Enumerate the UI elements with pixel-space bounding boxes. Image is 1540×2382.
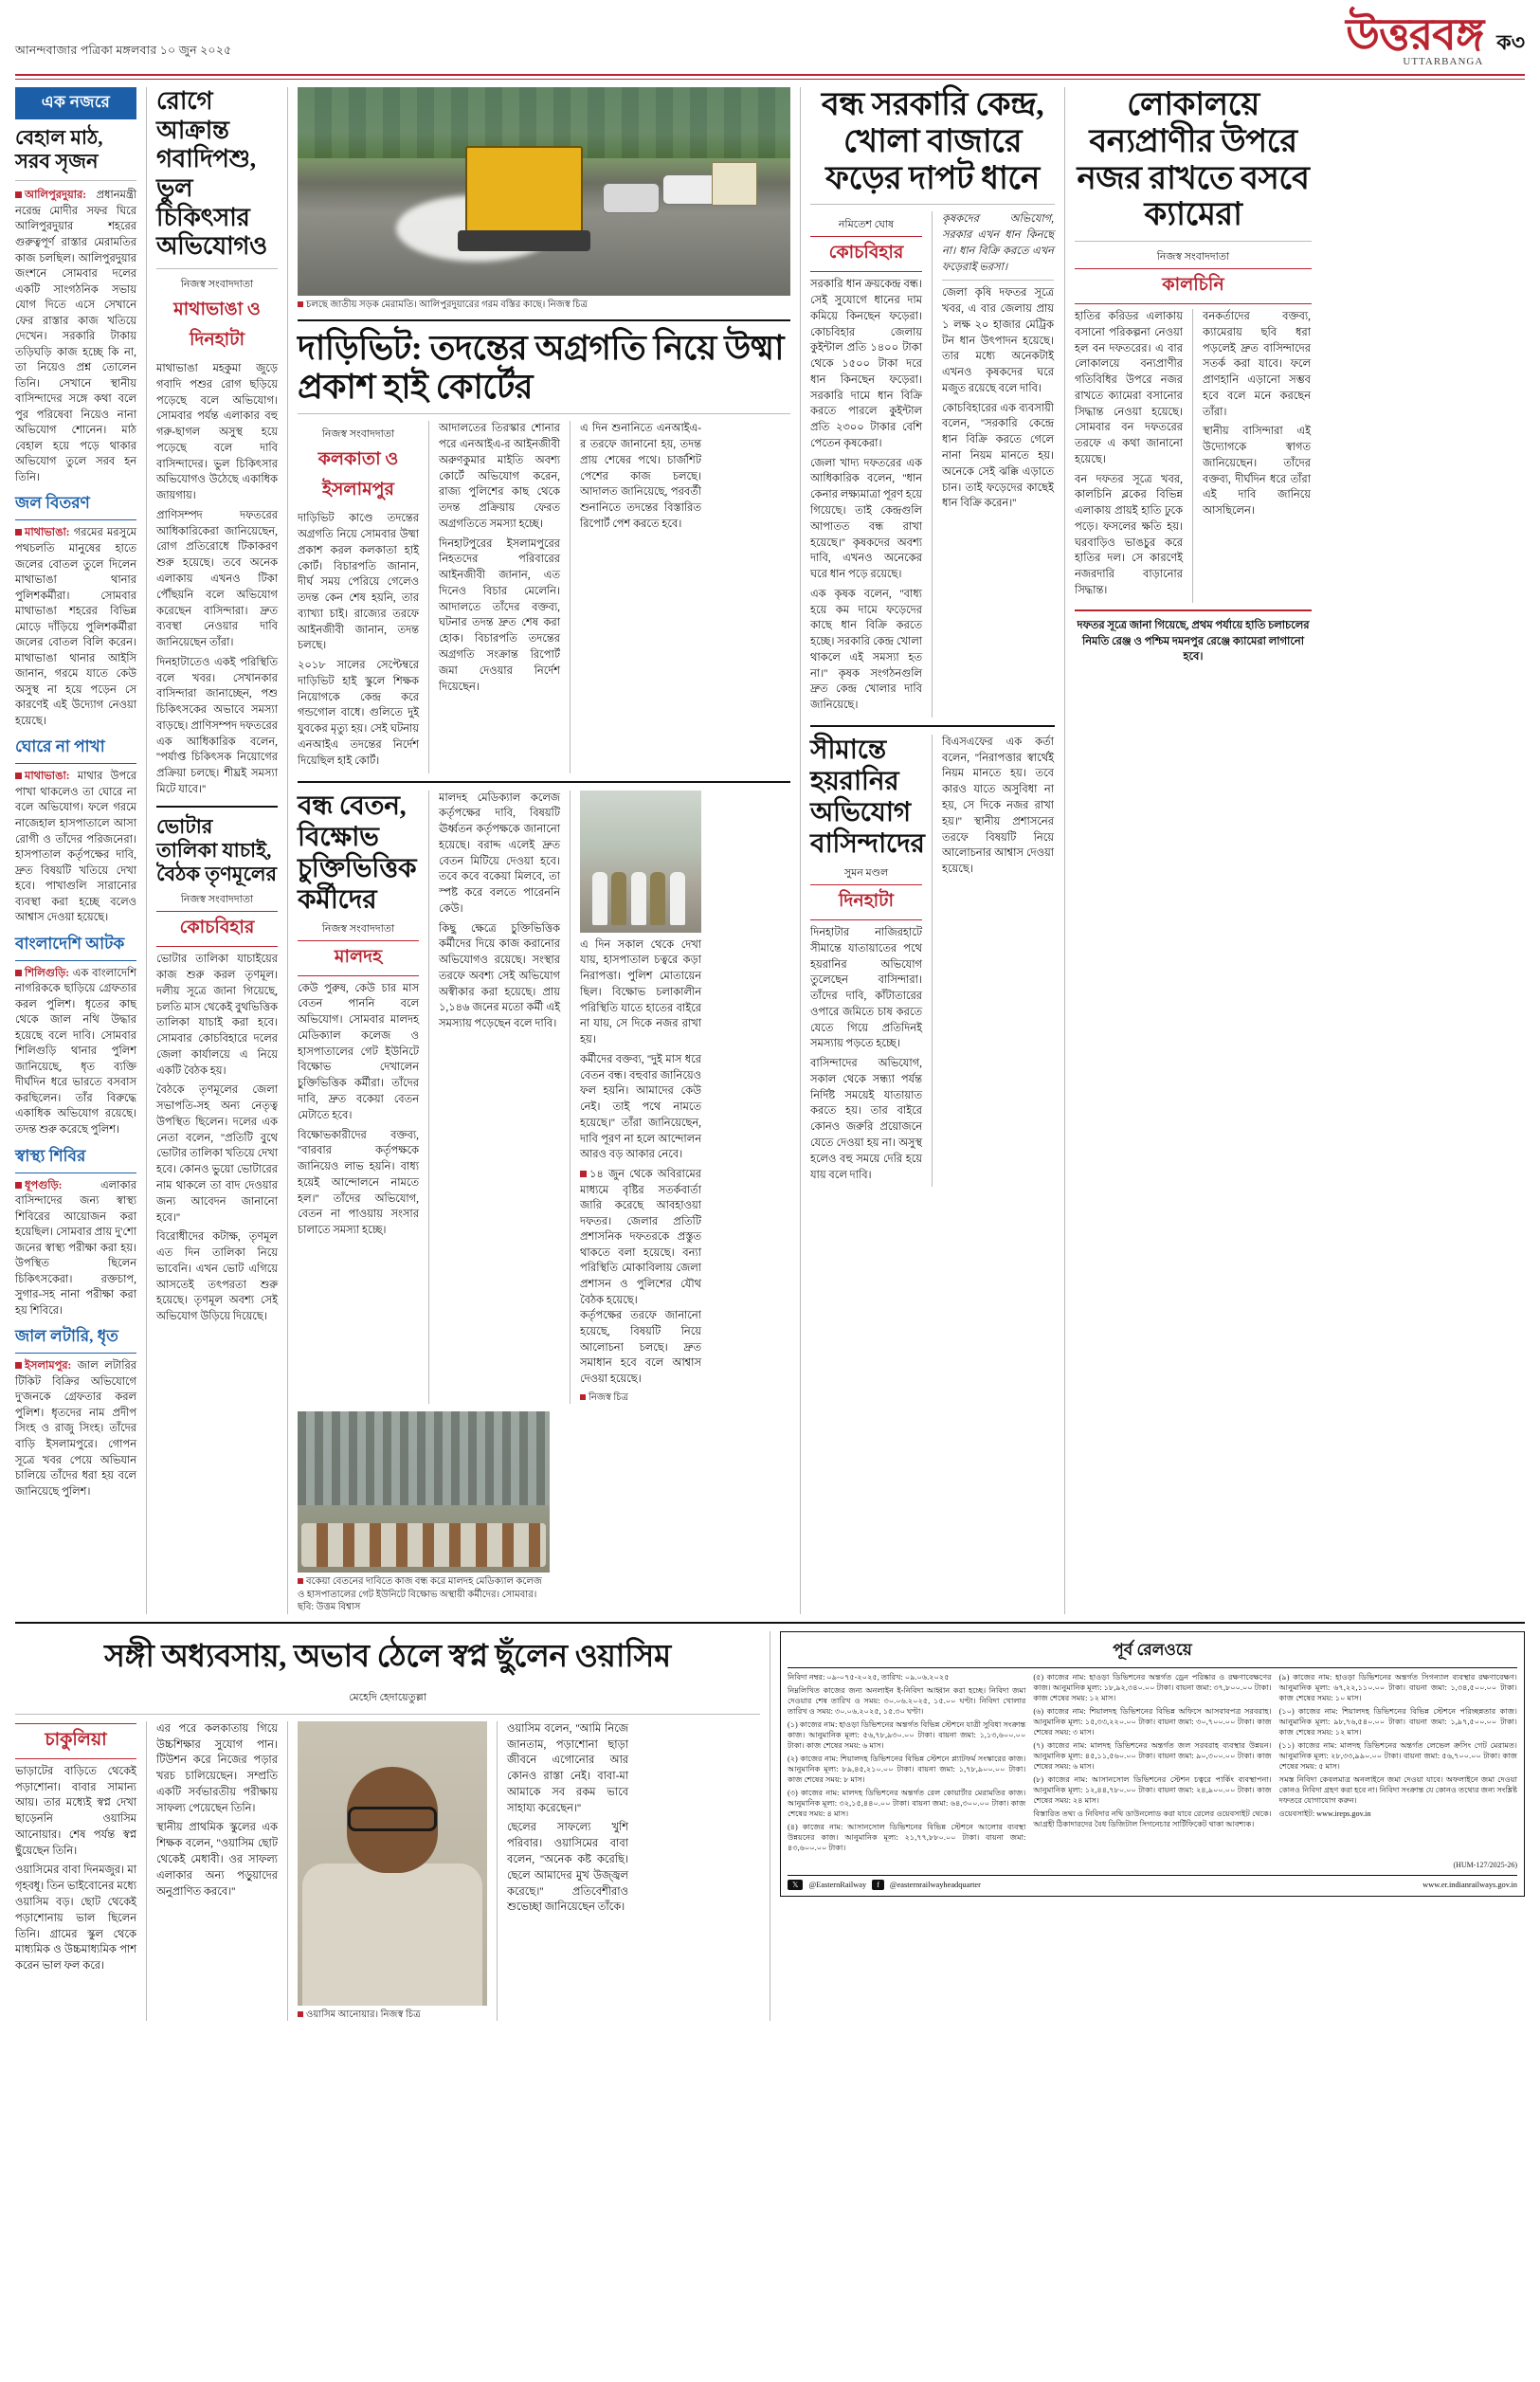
livestock-body — [156, 361, 278, 798]
brief-item — [15, 525, 136, 729]
bullet-icon — [298, 301, 303, 307]
brief-text: জাল লটারির টিকিট বিক্রির অভিযোগে দু'জনকে গ্রেফতার করল পুলিশ। ধৃতদের নাম প্রদীপ সিংহ ও রাজু সিংহ। তাঁদের বাড়ি ইসলামপুরে। গোপন সূত্রে খবর পেয়ে অভিযান চালিয়ে তাঁদের ধরা হয় বলে জানিয়েছে পুলিশ। — [15, 1360, 136, 1498]
brief-item — [15, 1358, 136, 1500]
tender-line: (১) কাজের নাম: হাওড়া ডিভিশনের অন্তর্গত বিভিন্ন স্টেশনে যাত্রী সুবিধা সংক্রান্ত কাজ। আনুমানিক মূল্য: ৫৬,৭৮,৯৩০.০০ টাকা। বায়না জমা: ১,১৩,৬০০.০০ টাকা। কাজ শেষের সময়: ৬ মাস। — [788, 1719, 1026, 1750]
column-divider — [146, 87, 147, 1614]
tender-line: (৬) কাজের নাম: শিয়ালদহ ডিভিশনের বিভিন্ন অফিসে আসবাবপত্র সরবরাহ। আনুমানিক মূল্য: ১৫,৩৩,২২০.০০ টাকা। বায়না জমা: ৩০,৭০০.০০ টাকা। কাজ শেষের সময়: ৩ মাস। — [1033, 1706, 1272, 1736]
border-byline: সুমন মণ্ডল — [843, 867, 889, 880]
divider — [156, 268, 278, 269]
bullet-icon — [15, 529, 22, 536]
bullet-icon — [298, 2011, 303, 2017]
paragraph: ২০১৮ সালের সেপ্টেম্বরে দাড়িভিট হাই স্কুলে শিক্ষক নিয়োগকে কেন্দ্র করে গন্ডগোল বাধে। গুলিতে দুই যুবকের মৃত্যু হয়। সেই ঘটনায় এনআইএ তদন্তের নির্দেশ দিয়েছিল হাই কোর্ট। — [298, 660, 419, 767]
paddy-byline: নমিতেশ ঘোষ — [838, 219, 895, 231]
paragraph: কোচবিহারের এক ব্যবসায়ী বলেন, ''সরকারি কেন্দ্রে ধান বিক্রি করতে গেলে নানা নিয়ম মানতে হয়। অনেকে সেই ঝক্কি এড়াতে চান। তাই ফড়েদের কাছেই ধান বিক্রি করেন।'' — [942, 402, 1054, 510]
brief-section-heading: জল বিতরণ — [15, 491, 136, 520]
column-divider — [570, 421, 571, 773]
paragraph: হাতির করিডর এলাকায় বসানো পরিকল্পনা নেওয়া হল বন দফতরের। এ বার লোকালয়ে বন্যপ্রাণীর গতিবিধির উপরে নজর রাখতে ক্যামেরা বসানোর সিদ্ধান্ত নেওয়া হয়েছে। সোমবার বন দফতরের তরফে এ কথা জানানো হয়েছে। — [1075, 311, 1183, 465]
x-twitter-icon[interactable]: 𝕏 — [788, 1880, 803, 1890]
paddy-body-1 — [810, 277, 922, 714]
divider — [810, 204, 1055, 205]
caption-text: চলছে জাতীয় সড়ক মেরামতি। আলিপুরদুয়ারের গরম বস্তির কাছে। নিজস্ব চিত্র — [306, 300, 588, 310]
caption-text: বকেয়া বেতনের দাবিতে কাজ বন্ধ করে মালদহ মেডিক্যাল কলেজ ও হাসপাতালের গেট ইউনিটে বিক্ষোভ অস্থায়ী কর্মীদের। সোমবার। ছবি: উত্তম বিশ্বাস — [298, 1576, 542, 1613]
camera-closing-note: দফতর সূত্রে জানা গিয়েছে, প্রথম পর্যায়ে হাতি চলাচলের নিমতি রেঞ্জ ও পশ্চিম দমনপুর রেঞ্জে ক্যামেরা লাগানো হবে। — [1077, 619, 1310, 664]
wasim-portrait-photo — [298, 1721, 487, 2006]
rally-body — [580, 937, 701, 1164]
masthead — [15, 10, 1525, 71]
column-camera — [1075, 87, 1312, 1614]
brief-item — [15, 188, 136, 485]
voter-headline: ভোটার তালিকা যাচাই, বৈঠক তৃণমূলের — [156, 814, 278, 886]
wasim-col-photo — [298, 1721, 487, 2022]
divider — [15, 1714, 760, 1715]
brief-section-heading: ঘোরে না পাখা — [15, 735, 136, 764]
wasim-body-3 — [507, 1721, 628, 1916]
paragraph: বাসিন্দাদের অভিযোগ, সকাল থেকে সন্ধ্যা পর্যন্ত নির্দিষ্ট সময়েই যাতায়াত করতে হয়। তার বাইরে কোনও জরুরি প্রয়োজনে যেতে দেওয়া হয় না। অসুস্থ হলেও বহু সময়ে দেরি হয়ে যায় বলে দাবি। — [810, 1058, 922, 1181]
salary-body-1 — [298, 981, 419, 1239]
voter-dateline: কোচবিহার — [156, 911, 278, 947]
tender-line: (৭) কাজের নাম: মালদহ ডিভিশনের অন্তর্গত জল সরবরাহ ব্যবস্থার উন্নয়ন। আনুমানিক মূল্য: ৪৫,১১,৫৬০.০০ টাকা। বায়না জমা: ৯০,৩০০.০০ টাকা। কাজ শেষের সময়: ৬ মাস। — [1033, 1740, 1272, 1771]
paragraph: স্থানীয় প্রাথমিক স্কুলের এক শিক্ষক বলেন, ''ওয়াসিম ছোট থেকেই মেধাবী। ওর সাফল্য এলাকার অন্য পড়ুয়াদের অনুপ্রাণিত করবে।'' — [156, 1822, 278, 1898]
brief-place: মাথাভাঙা: — [25, 771, 70, 783]
tender-line: (৩) কাজের নাম: মালদহ ডিভিশনের অন্তর্গত রেল কোয়ার্টার মেরামতির কাজ। আনুমানিক মূল্য: ৩২,১৫,৪৪০.০০ টাকা। বায়না জমা: ৬৪,৩০০.০০ টাকা। কাজ শেষের সময়: ৪ মাস। — [788, 1788, 1026, 1818]
bullet-text: ১৪ জুন থেকে অবিরামের মাধ্যমে বৃষ্টির সতর্কবার্তা জারি করেছে আবহাওয়া দফতর। জেলার প্রতিটি প্রশাসনিক দফতরকে প্রস্তুত থাকতে বলা হয়েছে। বন্যা পরিস্থিতি মোকাবিলায় জেলা প্রশাসন ও পুলিশের যৌথ বৈঠক হয়েছে। — [580, 1169, 701, 1306]
paragraph: কর্তৃপক্ষের তরফে জানানো হয়েছে, বিষয়টি নিয়ে আলোচনা চলছে। দ্রুত সমাধান হবে বলে আশ্বাস দেওয়া হয়েছে। — [580, 1310, 701, 1386]
camera-body-1 — [1075, 309, 1183, 603]
paddy-sub — [810, 211, 1055, 718]
paragraph: দিনহাটাতেও একই পরিস্থিতি বলে খবর। সেখানকার বাসিন্দারা জানাচ্ছেন, পশু চিকিৎসকের অভাবে সমস্যা বাড়ছে। প্রাণিসম্পদ দফতরের এক আধিকারিক বলেন, ''পর্যাপ্ত চিকিৎসক নিয়োগের প্রক্রিয়া চলছে। শীঘ্রই সমস্যা মিটে যাবে।'' — [156, 656, 278, 795]
railway-advertisement — [780, 1631, 1525, 2022]
railway-social — [788, 1880, 981, 1890]
masthead-brand — [1346, 10, 1525, 67]
wasim-columns — [15, 1721, 760, 2022]
column-divider — [146, 1721, 147, 2022]
divider — [298, 319, 790, 321]
camera-body-2 — [1203, 309, 1311, 603]
police-person — [650, 872, 665, 925]
paddy-body-2 — [942, 285, 1054, 512]
paragraph: কেউ পুরুষ, কেউ চার মাস বেতন পাননি বলে অভিযোগ। সোমবার মালদহ মেডিক্যাল কলেজ ও হাসপাতালের গেট ইউনিটে বিক্ষোভ দেখালেন চুক্তিভিত্তিক কর্মীরা। তাঁদের দাবি, দ্রুত বকেয়া বেতন মেটাতে হবে। — [298, 982, 419, 1121]
divider — [298, 413, 790, 414]
salary-col-3 — [580, 791, 701, 1405]
livestock-byline: নিজস্ব সংবাদদাতা — [180, 279, 254, 291]
protesters-row — [301, 1523, 546, 1567]
column-divider — [1192, 309, 1193, 603]
brief-item — [15, 769, 136, 925]
railway-title: পূর্ব রেলওয়ে — [788, 1638, 1517, 1668]
tender-line: (১০) কাজের নাম: শিয়ালদহ ডিভিশনের বিভিন্ন স্টেশনে পরিচ্ছন্নতার কাজ। আনুমানিক মূল্য: ৯৮,৭৬,৫৪০.০০ টাকা। বায়না জমা: ১,৯৭,৫০০.০০ টাকা। কাজ শেষের সময়: ১২ মাস। — [1278, 1706, 1517, 1736]
paragraph: এ দিন সকাল থেকে দেখা যায়, হাসপাতাল চত্বরে কড়া নিরাপত্তা। পুলিশ মোতায়েন ছিল। বিক্ষোভ চলাকালীন পরিস্থিতি যাতে হাতের বাইরে না যায়, সে দিকে নজর রাখা হয়। — [580, 938, 701, 1046]
paragraph: স্থানীয় বাসিন্দারা এই উদ্যোগকে স্বাগত জানিয়েছেন। তাঁদের বক্তব্য, দীর্ঘদিন ধরে তাঁরা এই দাবি জানিয়ে আসছিলেন। — [1203, 426, 1311, 518]
wasim-story — [15, 1631, 760, 2022]
paragraph: দিনহাটার নাজিরহাটে সীমান্তে যাতায়াতের পথে হয়রানির অভিযোগ তুলেছেন বাসিন্দারা। তাঁদের দাবি, কাঁটাতারের ওপারে জমিতে চাষ করতে যেতে গিয়ে প্রতিদিনই সমস্যায় পড়তে হচ্ছে। — [810, 927, 922, 1050]
paddy-headline: বন্ধ সরকারি কেন্দ্র, খোলা বাজারে ফড়ের দাপট ধানে — [821, 87, 1044, 196]
tender-line: (২) কাজের নাম: শিয়ালদহ ডিভিশনের বিভিন্ন স্টেশনে প্ল্যাটফর্ম সংস্কারের কাজ। আনুমানিক মূল্য: ৮৯,৪৫,২১০.০০ টাকা। বায়না জমা: ১,৭৮,৯০০.০০ টাকা। কাজ শেষের সময়: ৮ মাস। — [788, 1754, 1026, 1784]
at-a-glance-kicker: এক নজরে — [15, 87, 136, 119]
bullet-icon — [15, 773, 22, 779]
brief-text: গরমের মরসুমে পথচলতি মানুষের হাতে জলের বোতল তুলে দিলেন মাথাভাঙা থানার পুলিশকর্মীরা। সোমবার মাথাভাঙা শহরের বিভিন্ন মোড়ে দাঁড়িয়ে পুলিশকর্মীরা জলের বোতল বিলি করেন। মাথাভাঙা থানার আইসি জানান, গরমে যাতে কেউ অসুস্থ না হয়ে পড়েন সে কারণেই এই উদ্যোগ নেওয়া হয়েছে। — [15, 527, 136, 727]
car — [603, 183, 660, 213]
paragraph: মালদহ মেডিক্যাল কলেজ কর্তৃপক্ষের দাবি, বিষয়টি ঊর্ধ্বতন কর্তৃপক্ষকে জানানো হয়েছে। বরাদ্দ এলেই দ্রুত বেতন মিটিয়ে দেওয়া হবে। তবে কবে বকেয়া মিলবে, তা স্পষ্ট করে বলতে পারেননি কেউ। — [439, 791, 560, 915]
tender-line: (১১) কাজের নাম: মালদহ ডিভিশনের অন্তর্গত লেভেল ক্রসিং গেট মেরামত। আনুমানিক মূল্য: ২৮,৩৩,৯৯০.০০ টাকা। বায়না জমা: ৫৬,৭০০.০০ টাকা। কাজ শেষের সময়: ৫ মাস। — [1278, 1740, 1517, 1771]
paragraph: এক কৃষক বলেন, ''বাধ্য হয়ে কম দামে ফড়েদের কাছে ধান বিক্রি করতে হচ্ছে। সরকারি কেন্দ্র খোলা থাকলে এই সমস্যা হত না।'' কৃষক সংগঠনগুলি দ্রুত কেন্দ্র খোলার দাবি জানিয়েছে। — [810, 588, 922, 712]
bullet-icon — [15, 191, 22, 198]
bullet-icon — [15, 1182, 22, 1189]
border-body-2 — [942, 735, 1054, 878]
divider — [1075, 609, 1312, 611]
column-divider — [1064, 87, 1065, 1614]
brief-section-heading: স্বাস্থ্য শিবির — [15, 1144, 136, 1173]
main-grid — [15, 87, 1525, 1614]
tender-line: (৪) কাজের নাম: আসানসোল ডিভিশনের বিভিন্ন স্টেশনে আলোর ব্যবস্থা উন্নয়নের কাজ। আনুমানিক মূল্য: ২১,৭৭,৮৮০.০০ টাকা। বায়না জমা: ৪৩,৬০০.০০ টাকা। — [788, 1822, 1026, 1852]
tender-line: (৫) কাজের নাম: হাওড়া ডিভিশনের অন্তর্গত ড্রেন পরিষ্কার ও রক্ষণাবেক্ষণের কাজ। আনুমানিক মূল্য: ১৮,৯২,৩৪০.০০ টাকা। বায়না জমা: ৩৭,৮০০.০০ টাকা। কাজ শেষের সময়: ১২ মাস। — [1033, 1672, 1272, 1702]
salary-dateline: মালদহ — [298, 940, 419, 976]
column-divider — [570, 791, 571, 1405]
brief-item — [15, 966, 136, 1138]
at-a-glance-lead-headline: বেহাল মাঠ, সরব সৃজন — [15, 126, 103, 173]
wasim-dateline: চাকুলিয়া — [15, 1723, 136, 1759]
person — [592, 872, 607, 925]
tender-line: সমস্ত নিবিদা কেবলমাত্র অনলাইনে জমা দেওয়া যাবে। অফলাইনে জমা দেওয়া কোনও নিবিদা গ্রহণ করা হবে না। নিবিদা সংক্রান্ত যে কোনও তথ্যের জন্য সংশ্লিষ্ট দফতরে যোগাযোগ করুন। — [1278, 1774, 1517, 1805]
brief-text: এলাকার বাসিন্দাদের জন্য স্বাস্থ্য শিবিরের আয়োজন করা হয়েছিল। সোমবার প্রায় দু'শো জনের স্বাস্থ্য পরীক্ষা করা হয়। উপস্থিত ছিলেন চিকিৎসকেরা। রক্তচাপ, সুগার-সহ নানা পরীক্ষা করা হয় শিবিরে। — [15, 1179, 136, 1317]
paragraph: আদালতের তিরস্কার শোনার পরে এনআইএ-র আইনজীবী অরুণকুমার মাইতি অবশ্য কোর্টে অভিযোগ করেন, রাজ্য পুলিশের কাছ থেকে তদন্ত প্রক্রিয়ায় ফেরত অগ্রগতিতে সমস্যা হচ্ছে। — [439, 423, 560, 530]
rally-photo-caption — [580, 1391, 701, 1405]
column-livestock — [156, 87, 278, 1614]
bullet-icon — [580, 1171, 587, 1177]
border-col-2 — [942, 735, 1054, 1187]
police-person — [611, 872, 626, 925]
road-photo-caption — [298, 299, 790, 312]
railway-col-1 — [788, 1673, 1025, 1857]
bullet-icon — [15, 970, 22, 976]
shirt — [302, 1864, 482, 2006]
railway-col-3 — [1279, 1673, 1517, 1857]
darivit-columns — [298, 421, 790, 773]
brief-place: শিলিগুড়ি: — [25, 967, 70, 979]
paragraph: বন দফতর সূত্রে খবর, কালচিনি ব্লকের বিভিন্ন এলাকায় প্রায়ই হাতি ঢুকে পড়ে। ফসলের ক্ষতি হয়। ঘরবাড়িও ভাঙচুর করে হাতির দল। সে কারণেই নজরদারি বাড়ানোর সিদ্ধান্ত। — [1075, 473, 1183, 597]
paragraph: বনকর্তাদের বক্তব্য, ক্যামেরায় ছবি ধরা পড়লেই দ্রুত বাসিন্দাদের সতর্ক করা যাবে। ফলে প্রাণহানি এড়ানো সম্ভব হবে বলে মনে করছেন তাঁরা। — [1203, 311, 1311, 418]
darivit-dateline: কলকাতা ও ইসলামপুর — [317, 449, 399, 500]
paragraph: কিছু ক্ষেত্রে চুক্তিভিত্তিক কর্মীদের দিয়ে কাজ করানোর অভিযোগও রয়েছে। সংস্থার তরফে অবশ্য সেই অভিযোগ অস্বীকার করা হয়েছে। প্রায় ১,১৪৬ জনের মতো কর্মী এই সমস্যায় পড়েছেন বলে দাবি। — [439, 922, 560, 1030]
column-divider — [287, 87, 288, 1614]
publication-title — [1346, 10, 1484, 67]
paragraph: বিক্ষোভকারীদের বক্তব্য, ''বারবার কর্তৃপক্ষকে জানিয়েও লাভ হয়নি। বাধ্য হয়েই আন্দোলনে নামতে হল।'' তাঁদের অভিযোগ, বেতন না পাওয়ায় সংসার চালাতে সমস্যা হচ্ছে। — [298, 1129, 419, 1237]
paragraph: বিএসএফের এক কর্তা বলেন, ''নিরাপত্তার স্বার্থেই নিয়ম মানতে হয়। তবে কারও যাতে অসুবিধা না হয়, সে দিকে নজর রাখা হয়।'' স্থানীয় প্রশাসনের তরফে বিষয়টি নিয়ে আলোচনার আশ্বাস দেওয়া হয়েছে। — [942, 736, 1054, 876]
publication-subtitle: UTTARBANGA — [1403, 56, 1484, 67]
tender-website[interactable]: ওয়েবসাইট: www.ireps.gov.in — [1278, 1809, 1371, 1818]
border-col-1 — [810, 735, 925, 1187]
livestock-headline: রোগে আক্রান্ত গবাদিপশু, ভুল চিকিৎসার অভিযোগও — [156, 87, 267, 261]
railway-ref-no: (HUM-127/2025-26) — [1453, 1860, 1517, 1869]
caption-text: ওয়াসিম আনোয়ার। নিজস্ব চিত্র — [306, 2009, 421, 2020]
darivit-byline: নিজস্ব সংবাদদাতা — [321, 428, 395, 441]
facebook-icon[interactable]: f — [872, 1880, 884, 1890]
livestock-dateline: মাথাভাঙা ও দিনহাটা — [173, 300, 261, 351]
voter-byline: নিজস্ব সংবাদদাতা — [180, 894, 254, 906]
voter-body — [156, 952, 278, 1325]
camera-headline: লোকালয়ে বন্যপ্রাণীর উপরে নজর রাখতে বসবে ক্যামেরা — [1077, 87, 1310, 233]
column-divider — [800, 87, 801, 1614]
page-number: ক৩ — [1496, 30, 1525, 54]
salary-byline: নিজস্ব সংবাদদাতা — [321, 922, 395, 935]
paragraph: ভাড়াটের বাড়িতে থেকেই পড়াশোনা। বাবার সামান্য আয়। তার মধ্যেই স্বপ্ন দেখা ছাড়েননি ওয়াসিম আনোয়ার। শেষ পর্যন্ত স্বপ্ন ছুঁয়েছেন তিনি। — [15, 1765, 136, 1857]
camera-dateline: কালচিনি — [1075, 268, 1312, 304]
wasim-col-2 — [156, 1721, 278, 2022]
road-repair-photo — [298, 87, 790, 296]
tender-line: (৯) কাজের নাম: হাওড়া ডিভিশনের অন্তর্গত সিগন্যাল ব্যবস্থার রক্ষণাবেক্ষণ। আনুমানিক মূল্য: ৬৭,২২,১১০.০০ টাকা। বায়না জমা: ১,৩৪,৫০০.০০ টাকা। কাজ শেষের সময়: ১০ মাস। — [1278, 1672, 1517, 1702]
salary-block — [298, 791, 790, 1405]
paragraph: ভোটার তালিকা যাচাইয়ের কাজ শুরু করল তৃণমূল। দলীয় সূত্রে জানা গিয়েছে, চলতি মাস থেকেই বুথভিত্তিক তালিকা যাচাই করা হবে। সোমবার কোচবিহারে দলের জেলা কার্যালয়ে এ নিয়ে একটি বৈঠক হয়। — [156, 954, 278, 1077]
paragraph: কর্মীদের বক্তব্য, ''দুই মাস ধরে বেতন বন্ধ। বহুবার জানিয়েও ফল হয়নি। আমাদের কেউ নেই। তাই পথে নামতে হয়েছে।'' তাঁরা জানিয়েছেন, দাবি পূরণ না হলে আন্দোলন আরও বড় আকার নেবে। — [580, 1053, 701, 1161]
masthead-date: আনন্দবাজার পত্রিকা মঙ্গলবার ১০ জুন ২০২৫ — [15, 44, 232, 57]
column-divider — [932, 735, 933, 1187]
darivit-headline: দাড়িভিট: তদন্তের অগ্রগতি নিয়ে উষ্মা প্রকাশ হাই কোর্টের — [298, 328, 784, 406]
railway-social-x[interactable]: @EasternRailway — [808, 1880, 867, 1889]
brief-text: এক বাংলাদেশি নাগরিককে ছাড়িয়ে গ্রেফতার করল পুলিশ। ধৃতের কাছ থেকে জাল নথি উদ্ধার হয়েছে বলে দাবি। সোমবার শিলিগুড়ি থানার পুলিশ জানিয়েছে, ধৃত ব্যক্তি দীর্ঘদিন ধরে ভারতে বসবাস করছিলেন। তাঁর বিরুদ্ধে একাধিক অভিযোগ রয়েছে। তদন্ত শুরু করেছে পুলিশ। — [15, 967, 136, 1136]
brief-item — [15, 1178, 136, 1319]
paddy-dateline: কোচবিহার — [810, 236, 922, 272]
bullet-icon — [15, 1362, 22, 1369]
salary-body-2 — [439, 791, 560, 1032]
railway-website[interactable]: www.er.indianrailways.gov.in — [1422, 1880, 1517, 1889]
brief-text: প্রধানমন্ত্রী নরেন্দ্র মোদীর সফর ঘিরে আলিপুরদুয়ার শহরের গুরুত্বপূর্ণ রাস্তার মেরামতির কাজ চলছিল। আলিপুরদুয়ার জংশনে সোমবার দলের একটি সাংগঠনিক সভায় যোগ দিতে এসে সেখানে ফের রাস্তার কাজ খতিয়ে দেখেন। সরকারি টাকায় তড়িঘড়ি কাজ হচ্ছে কি না, তা নিয়েও প্রশ্ন তোলেন তিনি। সেখানে স্থানীয় বাসিন্দাদের সঙ্গে কথা বলে পুর পরিষেবা নিয়েও নানা অভিযোগ শোনেন। মাঠ বেহাল হয়ে পড়ে থাকার অভিযোগ তুলে সরব হন তিনি। — [15, 190, 136, 483]
salary-col-1 — [298, 791, 419, 1405]
caption-text: নিজস্ব চিত্র — [589, 1391, 628, 1403]
paragraph: সরকারি ধান ক্রয়কেন্দ্র বন্ধ। সেই সুযোগে ধানের দাম কমিয়ে কিনছেন ফড়েরা। কোচবিহার জেলায় কুইন্টাল প্রতি ১৪০০ টাকা থেকে ১৫০০ টাকা দরে ধান কিনছেন ফড়েরা। সরকারি দামে ধান বিক্রি করতে পারলে কুইন্টাল প্রতি ২৩০০ টাকার বেশি পেতেন কৃষকেরা। — [810, 279, 922, 449]
paragraph: মাথাভাঙা মহকুমা জুড়ে গবাদি পশুর রোগ ছড়িয়ে পড়েছে বলে অভিযোগ। সোমবার পর্যন্ত এলাকার বহু গরু-ছাগল অসুস্থ হয়ে পড়েছে বলে দাবি বাসিন্দাদের। ভুল চিকিৎসার অভিযোগও উঠেছে একাধিক জায়গায়। — [156, 363, 278, 502]
bullet-icon — [580, 1394, 586, 1400]
brief-place: ইসলামপুর: — [25, 1360, 72, 1373]
darivit-body-3 — [580, 421, 701, 532]
tender-line: নিম্নলিখিত কাজের জন্য অনলাইন ই-নিবিদা আহ্বান করা হচ্ছে। নিবিদা জমা দেওয়ার শেষ তারিখ ও সময়: ৩০.০৬.২০২৫, ১৫.০০ ঘণ্টা। নিবিদা খোলার তারিখ ও সময়: ৩০.০৬.২০২৫, ১৫.৩০ ঘণ্টা। — [788, 1685, 1026, 1716]
darivit-body-2 — [439, 421, 560, 695]
person — [670, 872, 685, 925]
divider — [15, 180, 136, 181]
masthead-rule — [15, 74, 1525, 80]
brief-place: ধূপগুড়ি: — [25, 1179, 63, 1191]
darivit-col-3 — [580, 421, 701, 773]
column-divider — [497, 1721, 498, 2022]
paragraph: বৈঠকে তৃণমূলের জেলা সভাপতি-সহ অন্য নেতৃত্ব উপস্থিত ছিলেন। দলের এক নেতা বলেন, ''প্রতিটি বুথে ভোটার তালিকা খতিয়ে দেখা হবে। কোনও ভুয়ো ভোটারের নাম থাকলে তা বাদ দেওয়ার জন্য আবেদন জানানো হবে।'' — [156, 1084, 278, 1224]
paragraph: জেলা খাদ্য দফতরের এক আধিকারিক বলেন, ''ধান কেনার লক্ষ্যমাত্রা পূরণ হয়ে গিয়েছে। তাই কেন্দ্রগুলি আপাতত বন্ধ রাখা হয়েছে।'' কৃষকদের অবশ্য দাবি, এখনও অনেকের ঘরে ধান পড়ে রয়েছে। — [810, 457, 922, 581]
bottom-grid — [15, 1631, 1525, 2022]
railway-social-fb[interactable]: @easternrailwayheadquarter — [889, 1880, 981, 1889]
gate — [298, 1411, 550, 1505]
publication-title-text: উত্তরবঙ্গ — [1346, 10, 1484, 59]
paragraph: এর পরে কলকাতায় গিয়ে উচ্চশিক্ষার সুযোগ পান। টিউশন করে নিজের পড়ার খরচ চালিয়েছেন। সম্প্রতি একটি সর্বভারতীয় পরীক্ষায় সাফল্য পেয়েছেন তিনি। — [156, 1722, 278, 1814]
border-headline: সীমান্তে হয়রানির অভিযোগ বাসিন্দাদের — [810, 735, 925, 860]
sitin-photo-wrap — [298, 1411, 550, 1614]
sitin-photo-caption — [298, 1575, 550, 1614]
paragraph: এ দিন শুনানিতে এনআইএ-র তরফে জানানো হয়, তদন্ত প্রায় শেষের পথে। চার্জশিট পেশের কাজ চলছে। আদালত জানিয়েছে, পরবর্তী শুনানিতে তদন্তের বিস্তারিত রিপোর্ট পেশ করতে হবে। — [580, 423, 701, 530]
column-divider — [932, 211, 933, 718]
column-at-a-glance — [15, 87, 136, 1614]
paragraph: ছেলের সাফল্যে খুশি পরিবার। ওয়াসিমের বাবা বলেন, ''অনেক কষ্ট করেছি। ছেলে আমাদের মুখ উজ্জ্বল করেছে।'' প্রতিবেশীরাও শুভেচ্ছা জানিয়েছেন তাঁকে। — [507, 1822, 628, 1914]
railway-columns — [788, 1673, 1517, 1857]
column-center — [298, 87, 790, 1614]
paddy-col-1 — [810, 211, 922, 718]
glasses-icon — [348, 1807, 437, 1831]
rally-photo — [580, 791, 701, 933]
brief-place: আলিপুরদুয়ার: — [25, 190, 87, 202]
divider — [810, 725, 1055, 727]
wasim-byline: মেহেদি হেদায়েতুল্লা — [349, 1691, 426, 1703]
darivit-col-2 — [439, 421, 560, 773]
paragraph: ওয়াসিম বলেন, ''আমি নিজে জানতাম, পড়াশোনা ছাড়া জীবনে এগোনোর আর কোনও রাস্তা নেই। বাবা-মা আমাকে সব রকম ভাবে সাহায্য করেছেন।'' — [507, 1722, 628, 1814]
brief-place: মাথাভাঙা: — [25, 527, 70, 539]
wasim-headline: সঙ্গী অধ্যবসায়, অভাব ঠেলে স্বপ্ন ছুঁলেন ওয়াসিম — [104, 1639, 671, 1674]
paragraph: জেলা কৃষি দফতর সূত্রে খবর, এ বার জেলায় প্রায় ১ লক্ষ ২০ হাজার মেট্রিক টন ধান উৎপাদন হয়েছে। তার মধ্যে অনেকটাই এখনও কৃষকদের ঘরে মজুত রয়েছে বলে দাবি। — [942, 287, 1054, 394]
camera-byline: নিজস্ব সংবাদদাতা — [1156, 251, 1230, 263]
bus — [712, 162, 757, 206]
column-divider — [287, 1721, 288, 2022]
border-block — [810, 735, 1055, 1187]
wasim-body-1 — [15, 1764, 136, 1974]
divider — [1075, 241, 1312, 242]
column-paddy — [810, 87, 1055, 1614]
sit-in-protest-photo — [298, 1411, 550, 1573]
paragraph: বিরোধীদের কটাক্ষ, তৃণমূল এত দিন তালিকা নিয়ে ভাবেনি। এখন ভোট এগিয়ে আসতেই তৎপরতা শুরু হয়েছে। তৃণমূল অবশ্য সেই অভিযোগ উড়িয়ে দিয়েছে। — [156, 1231, 278, 1323]
railway-footer — [788, 1875, 1517, 1890]
person — [631, 872, 646, 925]
camera-sub — [1075, 309, 1312, 603]
tender-line: বিস্তারিত তথ্য ও নিবিদার নথি ডাউনলোড করা যাবে রেলের ওয়েবসাইট থেকে। আগ্রহী ঠিকাদারদের বৈধ ডিজিটাল সিগনেচার সার্টিফিকেট থাকা আবশ্যক। — [1033, 1809, 1272, 1828]
tender-line: (৮) কাজের নাম: আসানসোল ডিভিশনের স্টেশন চত্বরে পার্কিং ব্যবস্থাপনা। আনুমানিক মূল্য: ১২,৪৪,৭৮০.০০ টাকা। বায়না জমা: ২৪,৯০০.০০ টাকা। কাজ শেষের সময়: ২৪ মাস। — [1033, 1774, 1272, 1805]
brief-text: মাথার উপরে পাখা থাকলেও তা ঘোরে না বলে অভিযোগ। ফলে গরমে নাজেহাল হাসপাতালে আসা রোগী ও তাঁদের পরিজনেরা। হাসপাতাল কর্তৃপক্ষের দাবি, দ্রুত বিষয়টি খতিয়ে দেখা হবে। পাখাগুলি সারানোর ব্যবস্থা করা হচ্ছে বলেও আশ্বাস দেওয়া হয়েছে। — [15, 771, 136, 924]
divider — [298, 781, 790, 783]
wasim-col-1 — [15, 1721, 136, 2022]
darivit-col-1 — [298, 421, 419, 773]
paddy-col-2 — [942, 211, 1054, 718]
paragraph: দাড়িভিট কাণ্ডে তদন্তের অগ্রগতি নিয়ে সোমবার উষ্মা প্রকাশ করল কলকাতা হাই কোর্ট। বিচারপতি জানান, দীর্ঘ সময় পেরিয়ে গেলেও তদন্ত কেন শেষ হয়নি, তার ব্যাখ্যা চাই। রাজ্যের তরফে আইনজীবী জানান, তদন্ত চলছে। — [298, 513, 419, 652]
paragraph: প্রাণিসম্পদ দফতরের আধিকারিকেরা জানিয়েছেন, রোগ প্রতিরোধে টিকাকরণ শুরু হয়েছে। তবে অনেক এলাকায় এখনও টিকা পৌঁছয়নি বলে অভিযোগ করেছেন বাসিন্দারা। দ্রুত ব্যবস্থা নেওয়ার দাবি জানিয়েছেন তাঁরা। — [156, 509, 278, 649]
paragraph: ওয়াসিমের বাবা দিনমজুর। মা গৃহবধূ। তিন ভাইবোনের মধ্যে ওয়াসিম বড়। ছোট থেকেই পড়াশোনায় ভাল ছিলেন তিনি। গ্রামের স্কুল থেকে মাধ্যমিক ও উচ্চমাধ্যমিক পাশ করেন ভাল ফল করে। — [15, 1864, 136, 1973]
salary-col-2 — [439, 791, 560, 1405]
paddy-deck: কৃষকদের অভিযোগ, সরকার এখন ধান কিনছে না। ধান বিক্রি করতে এখন ফড়েরাই ভরসা। — [942, 211, 1054, 281]
brief-section-heading: জাল লটারি, ধৃত — [15, 1324, 136, 1354]
column-divider — [428, 421, 429, 773]
car — [662, 174, 719, 205]
salary-headline: বন্ধ বেতন, বিক্ষোভ চুক্তিভিত্তিক কর্মীদের — [298, 791, 417, 915]
wasim-photo-caption — [298, 2009, 487, 2022]
wasim-body-2 — [156, 1721, 278, 1900]
railway-col-2 — [1033, 1673, 1271, 1857]
brief-section-heading: বাংলাদেশি আটক — [15, 932, 136, 961]
divider — [15, 1622, 1525, 1624]
railway-tender-box — [780, 1631, 1525, 1897]
paragraph: দিনহাটপুরের ইসলামপুরের নিহতদের পরিবারের আইনজীবী জানান, এত দিনেও বিচার মেলেনি। আদালতে তাঁদের বক্তব্য, ঘটনার তদন্ত দ্রুত শেষ করা হোক। বিচারপতি তদন্তের অগ্রগতি সংক্রান্ত রিপোর্ট জমা দেওয়ার নির্দেশ দিয়েছেন। — [439, 537, 560, 693]
rally-bullet — [580, 1167, 701, 1308]
bullet-icon — [298, 1578, 303, 1584]
road-roller — [465, 146, 583, 240]
rally-body-2 — [580, 1308, 701, 1388]
darivit-body-1 — [298, 511, 419, 769]
divider — [156, 806, 278, 808]
tender-line: নিবিদা নম্বর: ০৯-০৭৫-২০২৫, তারিখ: ০৯.০৬.২০২৫ — [788, 1672, 950, 1682]
column-divider — [428, 791, 429, 1405]
border-dateline: দিনহাটা — [810, 884, 922, 920]
wasim-col-3 — [507, 1721, 628, 2022]
border-body-1 — [810, 925, 922, 1183]
